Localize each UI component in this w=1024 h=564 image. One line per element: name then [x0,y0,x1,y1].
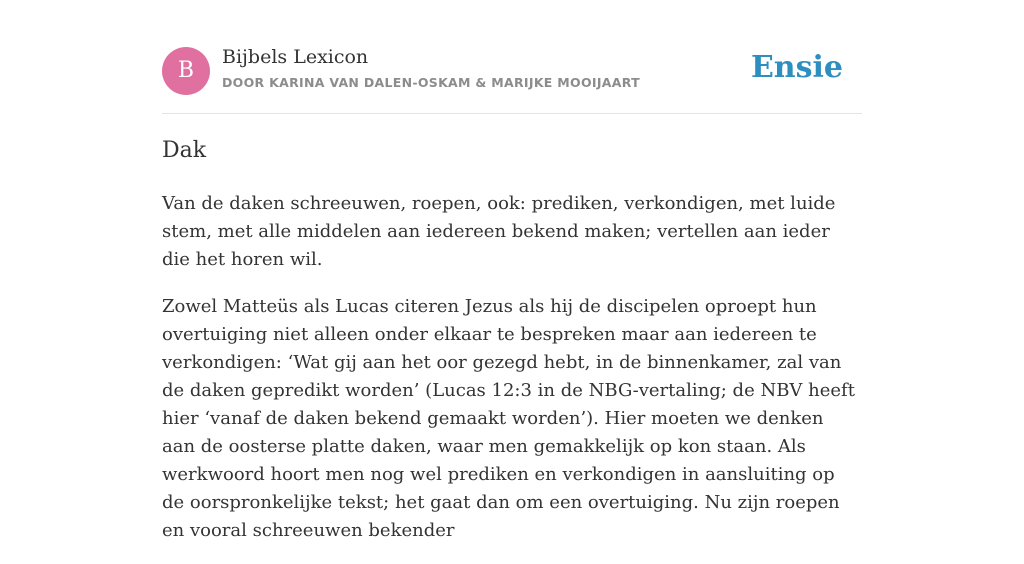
ensie-logo[interactable]: Ensie [750,50,843,85]
entry-title: Dak [162,138,207,163]
paragraph-definition: Van de daken schreeuwen, roepen, ook: prediken, verkondigen, met luide stem, met alle middelen aan iedereen bekend maken; vertellen aan ieder die het horen wil. [162,193,836,270]
avatar[interactable]: B [162,47,210,95]
header [162,46,862,96]
entry-content [162,190,862,564]
book-title[interactable]: Bijbels Lexicon [222,46,369,68]
divider [162,113,862,114]
byline: DOOR KARINA VAN DALEN-OSKAM & MARIJKE MOOIJAART [222,75,640,90]
paragraph-explanation: Zowel Matteüs als Lucas citeren Jezus als hij de discipelen oproept hun overtuiging niet alleen onder elkaar te bespreken maar aan iedereen te verkondigen: ‘Wat gij aan het oor gezegd hebt, in de binnenkamer, zal van de daken gepredikt worden’ (Lucas 12:3 in de NBG-vertaling; de NBV heeft hier ‘vanaf de daken bekend gemaakt worden’). Hier moeten we denken aan de oosterse platte daken, waar men gemakkelijk op kon staan. Als werkwoord hoort men nog wel prediken en verkondigen in aansluiting op de oorspronkelijke tekst; het gaat dan om een overtuiging. Nu zijn roepen en vooral schreeuwen bekender [162,296,855,541]
